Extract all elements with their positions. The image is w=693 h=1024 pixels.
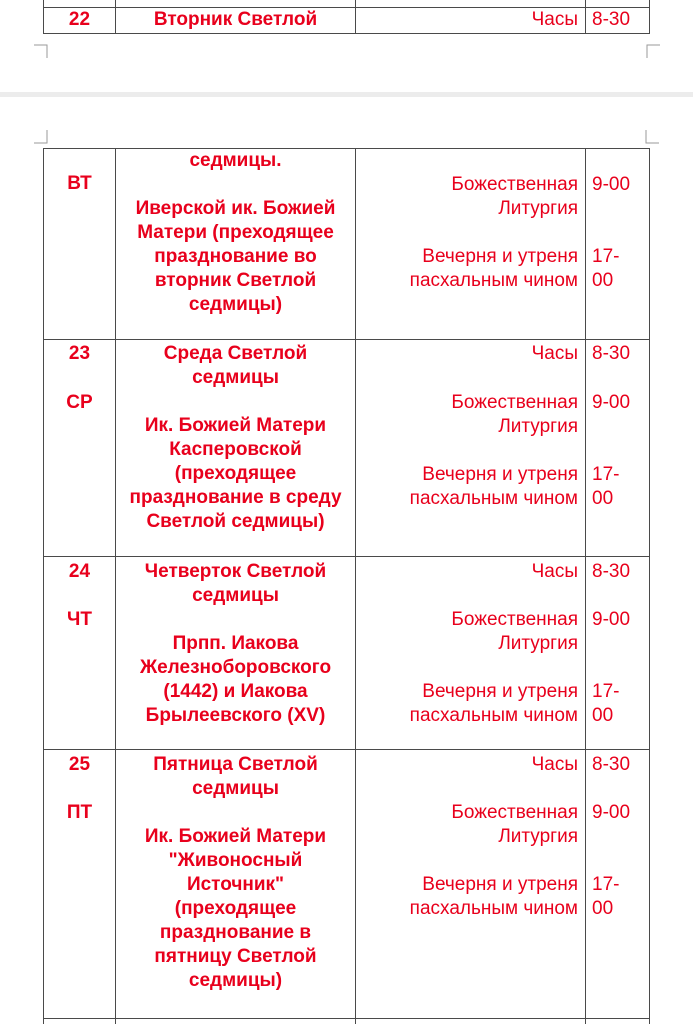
- day-number: 23: [68, 343, 91, 364]
- service-name: Божественная Литургия: [451, 392, 578, 437]
- service-name: Вечерня и утреня пасхальным чином: [409, 246, 578, 291]
- day-of-week: ВТ: [67, 173, 92, 194]
- service-time: 17- 00: [592, 464, 620, 509]
- service-time: 9-00: [592, 174, 631, 195]
- day-title: Вторник Светлой: [153, 9, 318, 30]
- table-border: [585, 0, 586, 34]
- service-name: Вечерня и утреня пасхальным чином: [409, 464, 578, 509]
- day-number: 25: [68, 754, 91, 775]
- page-corner-mark: [645, 130, 659, 144]
- service-name: Божественная Литургия: [451, 802, 578, 847]
- day-of-week: ЧТ: [67, 609, 92, 630]
- service-time: 9-00: [592, 802, 631, 823]
- day-number: 22: [68, 9, 91, 30]
- table-border: [43, 339, 650, 340]
- service-time: 17- 00: [592, 874, 620, 919]
- table-border: [43, 1018, 650, 1019]
- table-border: [43, 556, 650, 557]
- service-name: Божественная Литургия: [451, 609, 578, 654]
- service-time: 17- 00: [592, 681, 620, 726]
- service-name: Часы: [531, 561, 578, 582]
- day-of-week: ПТ: [66, 802, 93, 823]
- day-title: Среда Светлой седмицы: [163, 343, 308, 388]
- feast-name: Ик. Божией Матери "Живоносный Источник" (преходящее празднование в пятницу Светлой седмицы): [144, 826, 327, 991]
- service-time: 9-00: [592, 609, 631, 630]
- page-corner-mark: [646, 44, 660, 58]
- service-name: Часы: [531, 343, 578, 364]
- day-title: Пятница Светлой седмицы: [153, 754, 318, 799]
- table-border: [585, 148, 586, 1024]
- service-time: 9-00: [592, 392, 631, 413]
- day-title: седмицы.: [189, 150, 282, 171]
- table-border: [43, 33, 650, 34]
- service-name: Божественная Литургия: [451, 174, 578, 219]
- table-border: [43, 749, 650, 750]
- page-gap: [0, 92, 693, 97]
- service-name: Вечерня и утреня пасхальным чином: [409, 681, 578, 726]
- table-border: [649, 148, 650, 1024]
- feast-name: Иверской ик. Божией Матери (преходящее празднование во вторник Светлой седмицы): [135, 198, 336, 315]
- service-time: 17- 00: [592, 246, 620, 291]
- service-name: Часы: [531, 754, 578, 775]
- service-time: 8-30: [592, 754, 631, 775]
- table-border: [649, 0, 650, 34]
- feast-name: Ик. Божией Матери Касперовской (преходящее празднование в среду Светлой седмицы): [129, 415, 342, 532]
- day-number: 24: [68, 561, 91, 582]
- feast-name: Прпп. Иакова Железноборовского (1442) и Иакова Брылеевского (XV): [139, 633, 332, 726]
- service-time: 8-30: [592, 561, 631, 582]
- service-name: Вечерня и утреня пасхальным чином: [409, 874, 578, 919]
- table-border: [43, 148, 44, 1024]
- service-name: Часы: [531, 9, 578, 30]
- page-corner-mark: [34, 44, 48, 58]
- day-of-week: СР: [66, 392, 93, 413]
- service-time: 8-30: [592, 343, 631, 364]
- page-corner-mark: [34, 130, 48, 144]
- service-time: 8-30: [592, 9, 631, 30]
- day-title: Четверток Светлой седмицы: [144, 561, 327, 606]
